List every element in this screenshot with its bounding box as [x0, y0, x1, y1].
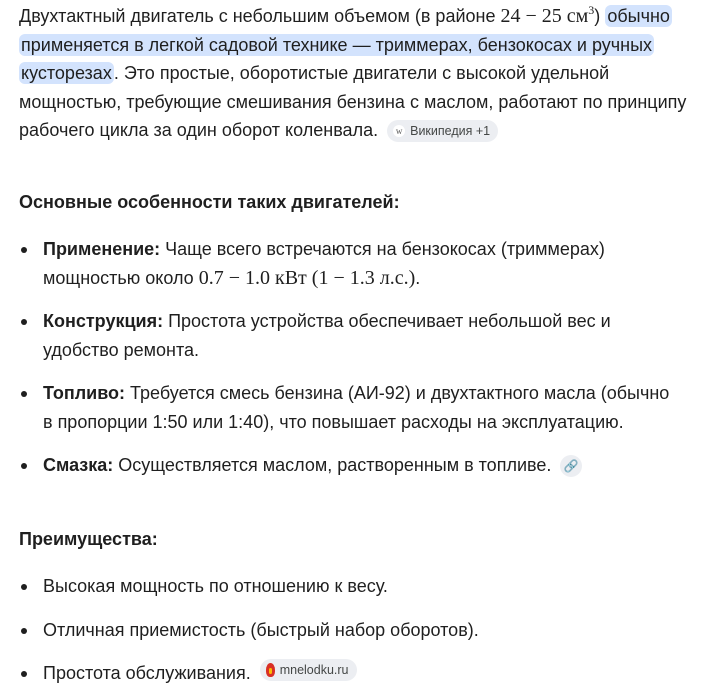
- item-label: Смазка:: [43, 455, 114, 475]
- math-volume-value: 24 − 25 см: [500, 5, 589, 27]
- item-text: Осуществляется маслом, растворенным в топливе.: [113, 455, 552, 475]
- list-item: [19, 659, 679, 688]
- features-list: [19, 235, 679, 480]
- source-chip-label: Википедия +1: [410, 124, 491, 138]
- list-item: [19, 307, 679, 364]
- item-label: Топливо:: [43, 383, 126, 403]
- item-text: Требуется смесь бензина (АИ-92) и двухтактного масла (обычно в пропорции 1:50 или 1:40), что повышает расходы на эксплуатацию.: [43, 383, 670, 432]
- math-superscript: 3: [588, 3, 595, 17]
- list-item: [19, 235, 679, 292]
- item-text: Высокая мощность по отношению к весу.: [43, 576, 388, 596]
- math-volume: [500, 5, 594, 27]
- item-text: Простота обслуживания.: [43, 663, 251, 683]
- item-label: Применение:: [43, 239, 161, 259]
- link-icon[interactable]: 🔗: [560, 455, 582, 477]
- math-power: 0.7 − 1.0 кВт (1 − 1.3 л.с.): [198, 266, 416, 289]
- list-item: [19, 379, 679, 436]
- intro-text-rest: . Это простые, оборотистые двигатели с высокой удельной мощностью, требующие смешивания бензина с маслом, работают по принципу рабочего цикла за один оборот коленвала.: [19, 63, 687, 140]
- item-text: Простота устройства обеспечивает небольшой вес и удобство ремонта.: [43, 311, 611, 360]
- source-chip-wikipedia[interactable]: [387, 120, 498, 142]
- wikipedia-icon: w: [393, 125, 405, 137]
- source-chip-mnelodku[interactable]: [260, 659, 357, 681]
- advantages-heading: Преимущества:: [19, 529, 158, 549]
- list-item: [19, 451, 679, 480]
- intro-paragraph: [19, 0, 699, 145]
- item-text: Чаще всего встречаются на бензокосах (триммерах) мощностью около: [43, 239, 605, 288]
- intro-text: Двухтактный двигатель с небольшим объемом (в районе: [19, 6, 501, 26]
- highlighted-text[interactable]: обычно применяется в легкой садовой технике — триммерах, бензокосах и ручных кусторезах: [21, 6, 670, 83]
- answer-content: [0, 0, 699, 145]
- item-label: Конструкция:: [43, 311, 164, 331]
- item-tail: .: [415, 267, 421, 288]
- list-item: [19, 616, 679, 645]
- mnelodku-icon: [266, 663, 275, 677]
- advantages-list: [19, 572, 679, 688]
- source-chip-label: mnelodku.ru: [279, 662, 349, 677]
- list-item: [19, 572, 679, 601]
- features-heading: Основные особенности таких двигателей:: [19, 192, 400, 212]
- item-text: Отличная приемистость (быстрый набор оборотов).: [43, 619, 479, 640]
- intro-text-paren: ): [594, 6, 601, 26]
